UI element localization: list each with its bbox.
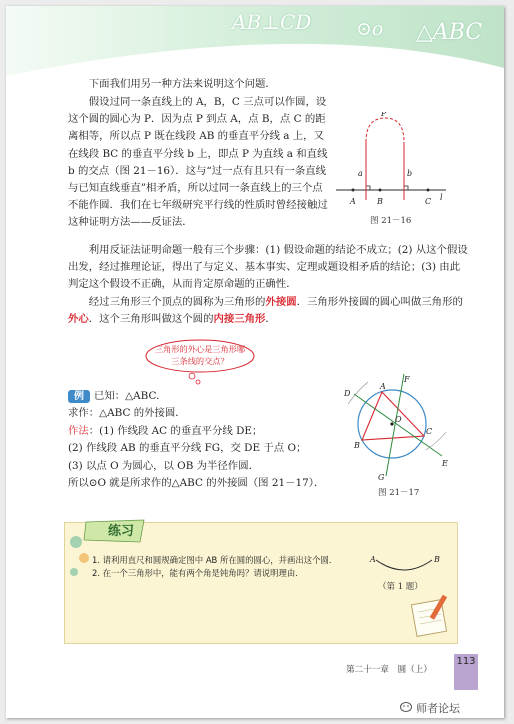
label-g: G <box>378 473 385 482</box>
label-e: E <box>442 459 448 468</box>
paragraph-intro: 下面我们用另一种方法来说明这个问题． <box>88 78 276 90</box>
line-fg <box>386 374 404 476</box>
example-step1: 作法：(1) 作线段 AC 的垂直平分线 DE； <box>68 424 263 437</box>
example-ask: 求作：△ABC 的外接圆． <box>68 407 186 420</box>
thought-bubble-tail <box>184 372 206 386</box>
body-text-top <box>68 76 468 93</box>
label-d: D <box>344 389 351 398</box>
term-inscribed-triangle: 内接三角形 <box>213 312 266 325</box>
label-o: O <box>395 415 402 424</box>
label-a-line: a <box>358 169 363 178</box>
notepad-pencil-icon <box>406 592 454 638</box>
figure-21-17 <box>338 372 454 484</box>
practice-title: 练习 <box>108 524 135 539</box>
example-block <box>68 388 368 492</box>
paragraph-proof: 假设过同一条直线上的 A，B，C 三点可以作圆，设这个圆的圆心为 P．因为点 P 到点 A，点 B，点 C 的距离相等，所以点 P 既在线段 AB 的垂直平分线 a 上，又在线段 BC 的垂直平分线 b 上，即点 P 为直线 a 和直线 b 的交点（图 21－16）．这与“过一点有且只有一条直线与已知直线垂直”相矛盾，所以过同一条直线上的三个点不能作圆．我们在七年级研究平行线的性质时曾经接触过这种证明方法——反证法． <box>68 96 328 229</box>
example-step3: (3) 以点 O 为圆心，以 OB 为半径作圆． <box>68 459 259 472</box>
figure-21-17-caption: 图 21－17 <box>378 488 420 498</box>
practice-item-2: 2. 在一个三角形中，能有两个角是钝角吗？请说明理由． <box>92 568 304 578</box>
point-b <box>379 189 382 192</box>
example-tag: 例 <box>68 390 90 403</box>
arc-ab <box>376 560 432 570</box>
label-b: B <box>354 441 360 450</box>
chapter-title: 第二十一章 圆（上） <box>346 665 432 675</box>
term-circumcenter: 外心 <box>68 312 89 325</box>
body-text-method <box>68 242 468 328</box>
practice-fig-caption: （第 1 题） <box>378 582 423 592</box>
example-conclusion: 所以⊙O 就是所求作的△ABC 的外接圆（图 21－17）． <box>68 477 325 490</box>
paragraph-steps: 利用反证法证明命题一般有三个步骤：(1) 假设命题的结论不成立；(2) 从这个假设出发，经过推理论证，得出了与定义、基本事实、定理或题设相矛盾的结论；(3) 由此判定这个假设不正确，从而肯定原命题的正确性． <box>68 244 468 291</box>
point-c <box>427 189 430 192</box>
label-b-line: b <box>407 169 413 178</box>
label-a: A <box>380 382 386 391</box>
figure-21-16 <box>336 112 448 208</box>
label-a: A <box>350 197 356 206</box>
watermark-text: 师者论坛 <box>416 702 460 715</box>
label-a: A <box>370 555 376 564</box>
header-symbol-triangle: △ABC <box>416 20 483 45</box>
thought-bubble-text: 三角形的外心是三角形哪三条线的交点？ <box>154 344 246 366</box>
wechat-icon <box>400 701 414 713</box>
label-b: B <box>434 555 440 564</box>
example-given: 例 已知：△ABC. <box>68 388 368 405</box>
figure-21-16-caption: 图 21－16 <box>370 216 412 226</box>
point-o <box>390 422 393 425</box>
label-c: C <box>426 427 433 436</box>
textbook-page <box>6 6 504 718</box>
arc-to-p <box>366 118 404 142</box>
label-f: F <box>404 375 410 384</box>
point-a <box>352 189 355 192</box>
method-label: 作法 <box>68 424 89 437</box>
label-p: P <box>381 112 387 118</box>
page-number: 113 <box>456 656 476 667</box>
practice-item-1: 1. 请利用直尺和圆规确定图中 AB 所在圆的圆心，并画出这个圆． <box>92 555 338 565</box>
practice-list <box>92 554 382 580</box>
practice-arc-figure <box>368 552 444 580</box>
body-text-proof <box>68 94 330 232</box>
paragraph-definitions: 经过三角形三个顶点的圆称为三角形的外接圆．三角形外接圆的圆心叫做三角形的外心．这个三角形叫做这个圆的内接三角形． <box>68 295 463 325</box>
header-symbol-perpendicular: AB⊥CD <box>232 10 312 34</box>
label-l: l <box>440 193 443 202</box>
term-circumcircle: 外接圆 <box>265 295 297 308</box>
header-symbol-circle: ⊙o <box>356 18 384 40</box>
label-c: C <box>425 197 432 206</box>
label-b: B <box>377 197 383 206</box>
example-step2: (2) 作线段 AB 的垂直平分线 FG，交 DE 于点 O； <box>68 442 307 455</box>
